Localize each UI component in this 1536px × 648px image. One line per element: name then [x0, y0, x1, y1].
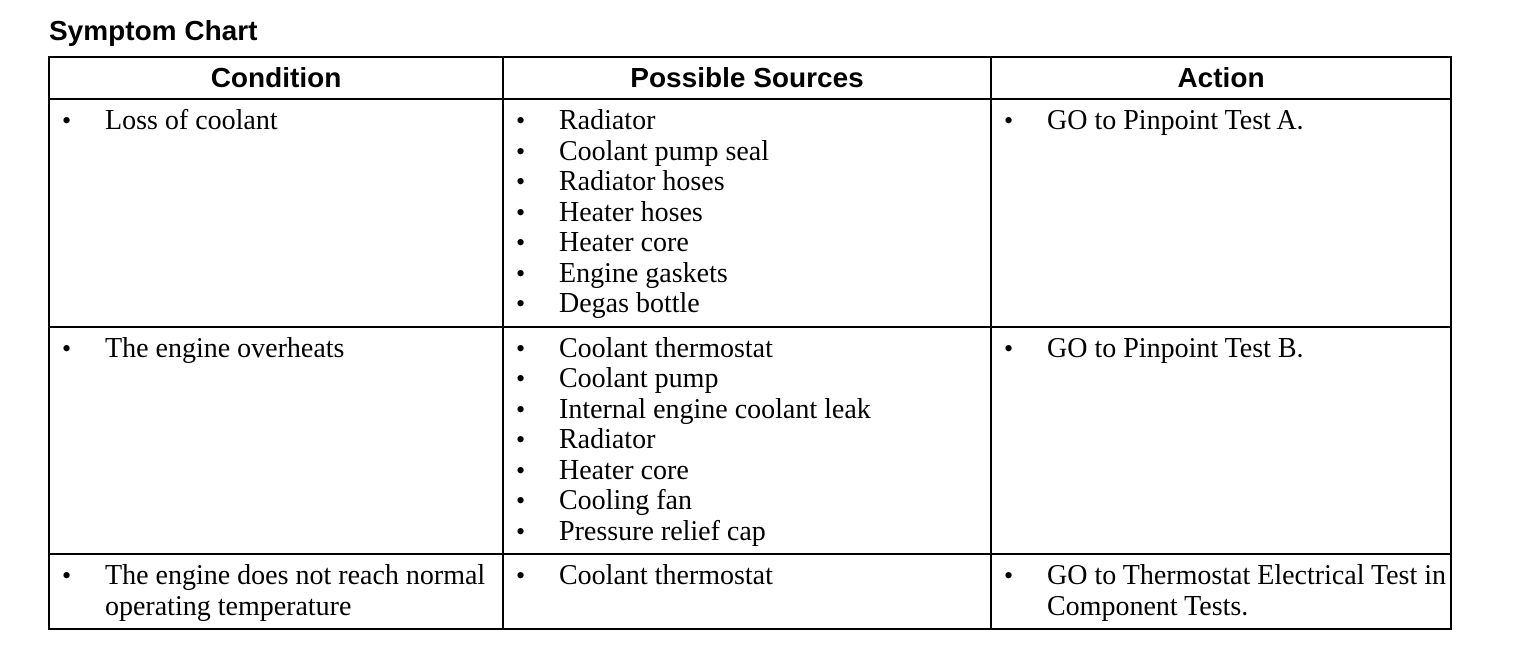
source-item: • Heater hoses	[504, 198, 990, 229]
source-item: • Coolant pump seal	[504, 137, 990, 168]
table-row	[49, 99, 1451, 327]
header-possible-sources: Possible Sources	[503, 57, 991, 99]
table-row	[49, 327, 1451, 555]
source-item: • Heater core	[504, 456, 990, 487]
condition-cell	[49, 99, 503, 327]
source-item: • Coolant thermostat	[504, 334, 990, 365]
table-row	[49, 554, 1451, 629]
page-title: Symptom Chart	[49, 15, 258, 46]
action-cell	[991, 99, 1451, 327]
condition-cell	[49, 327, 503, 555]
source-item: • Pressure relief cap	[504, 517, 990, 548]
source-item: • Radiator hoses	[504, 167, 990, 198]
condition-item: • Loss of coolant	[50, 106, 502, 137]
source-item: • Degas bottle	[504, 289, 990, 320]
condition-item: • The engine overheats	[50, 334, 502, 365]
source-item: • Cooling fan	[504, 486, 990, 517]
source-item: • Engine gaskets	[504, 259, 990, 290]
source-item: • Heater core	[504, 228, 990, 259]
header-action: Action	[991, 57, 1451, 99]
action-item: • GO to Thermostat Electrical Test in Component Tests.	[992, 561, 1450, 622]
action-cell	[991, 327, 1451, 555]
action-item: • GO to Pinpoint Test A.	[992, 106, 1450, 137]
source-item: • Coolant thermostat	[504, 561, 990, 592]
source-item: • Radiator	[504, 425, 990, 456]
source-item: • Coolant pump	[504, 364, 990, 395]
condition-item: • The engine does not reach normal operating temperature	[50, 561, 502, 622]
source-item: • Radiator	[504, 106, 990, 137]
condition-cell	[49, 554, 503, 629]
source-item: • Internal engine coolant leak	[504, 395, 990, 426]
sources-cell	[503, 99, 991, 327]
symptom-table	[48, 56, 1452, 630]
action-cell	[991, 554, 1451, 629]
sources-cell	[503, 327, 991, 555]
action-item: • GO to Pinpoint Test B.	[992, 334, 1450, 365]
header-condition: Condition	[49, 57, 503, 99]
sources-cell	[503, 554, 991, 629]
table-header-row	[49, 57, 1451, 99]
